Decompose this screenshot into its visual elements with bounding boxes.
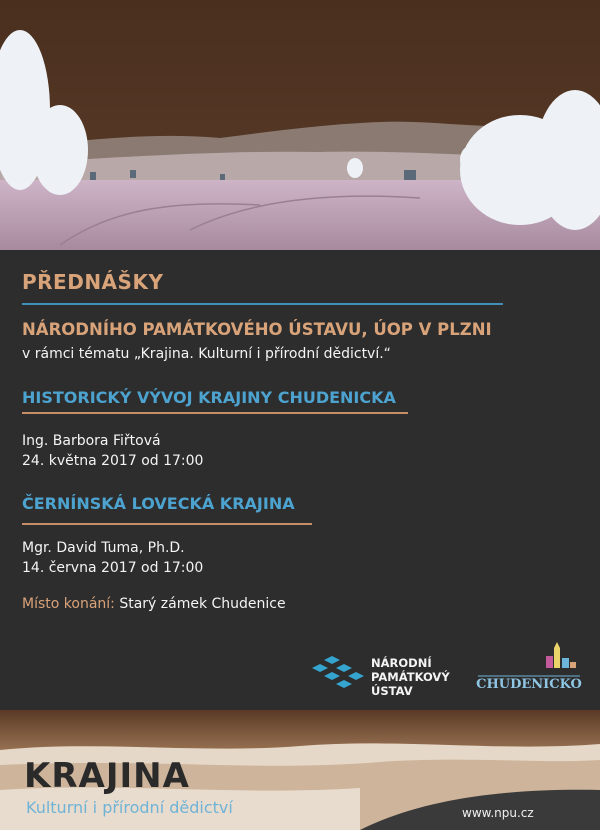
npu-line-1: NÁRODNÍ [371, 656, 432, 670]
lecture-2-speaker: Mgr. David Tuma, Ph.D. [22, 540, 185, 556]
page-title: PŘEDNÁŠKY [22, 270, 164, 294]
npu-logo-icon [306, 654, 366, 698]
npu-logo-text [371, 656, 450, 698]
footer-subtitle: Kulturní i přírodní dědictví [26, 798, 233, 817]
npu-line-3: ÚSTAV [371, 684, 413, 698]
website-link[interactable]: www.npu.cz [462, 806, 534, 820]
venue-label: Místo konání: [22, 596, 115, 612]
hero-landscape-image [0, 0, 600, 250]
lecture-2-title: ČERNÍNSKÁ LOVECKÁ KRAJINA [22, 494, 295, 513]
lecture-1-speaker: Ing. Barbora Fiřtová [22, 433, 161, 449]
venue [22, 596, 286, 612]
footer-banner [0, 710, 600, 830]
footer-title: KRAJINA [24, 756, 190, 796]
organizer-title: NÁRODNÍHO PAMÁTKOVÉHO ÚSTAVU, ÚOP V PLZNI [22, 320, 492, 339]
content-panel [0, 250, 600, 710]
organizer-subtitle: v rámci tématu „Krajina. Kulturní i přírodní dědictví.“ [22, 346, 391, 362]
chudenicko-text: CHUDENICKO [476, 677, 582, 692]
lecture-1-title: HISTORICKÝ VÝVOJ KRAJINY CHUDENICKA [22, 388, 396, 407]
chudenicko-logo [474, 642, 584, 696]
npu-line-2: PAMÁTKOVÝ [371, 670, 450, 684]
venue-value: Starý zámek Chudenice [119, 596, 286, 612]
divider [22, 412, 408, 414]
lecture-2-date: 14. června 2017 od 17:00 [22, 560, 204, 576]
divider [22, 523, 312, 525]
lecture-1-date: 24. května 2017 od 17:00 [22, 453, 204, 469]
divider [22, 303, 503, 305]
